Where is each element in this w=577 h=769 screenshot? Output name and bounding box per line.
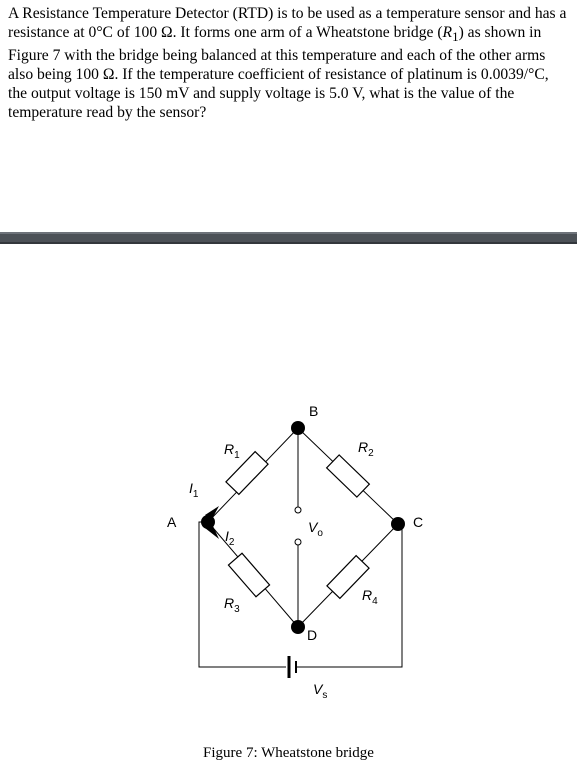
resistor-r3 xyxy=(228,553,269,597)
r4-label: $R_4$ xyxy=(362,587,378,607)
r2-label: $R_2$ xyxy=(358,439,374,459)
supply-wire-right xyxy=(296,524,402,667)
node-d-label: D xyxy=(307,627,318,643)
r1-label: $R_1$ xyxy=(224,441,240,461)
vo-terminal-top xyxy=(295,507,301,513)
i1-label: $I_1$ xyxy=(189,480,199,500)
node-d-dot xyxy=(291,620,305,634)
node-c-dot xyxy=(391,517,405,531)
r1-subscript: 1 xyxy=(452,29,459,45)
vs-label: $V_s$ xyxy=(313,681,328,701)
resistor-r2 xyxy=(327,455,370,497)
node-b-dot xyxy=(291,421,305,435)
r1-symbol: R xyxy=(442,24,453,41)
vo-label: $V_o$ xyxy=(308,519,323,539)
r3-label: $R_3$ xyxy=(224,595,240,615)
resistor-r1 xyxy=(226,452,268,495)
question-part-2: ) as shown in Figure 7 with the bridge being balanced at this temperature and each of the other arms also being 100 Ω. If the temperature coefficient of resistance of platinum is 0.0039/°C, the output voltage is 150 mV and supply voltage is 5.0 V, what is the value of the temperature read by the sensor? xyxy=(8,24,549,122)
supply-wire-left xyxy=(199,522,286,667)
vo-terminal-bottom xyxy=(295,539,301,545)
i2-label: $I_2$ xyxy=(225,528,235,548)
question-part-1: A Resistance Temperature Detector (RTD) is to be used as a temperature sensor and has a resistance at 0°C of 100 Ω. It forms one arm of a Wheatstone bridge ( xyxy=(8,5,567,41)
node-a-label: A xyxy=(167,514,177,530)
node-a-dot xyxy=(201,515,215,529)
node-b-label: B xyxy=(309,403,319,419)
figure-caption: Figure 7: Wheatstone bridge xyxy=(203,745,374,761)
node-c-label: C xyxy=(413,514,424,530)
